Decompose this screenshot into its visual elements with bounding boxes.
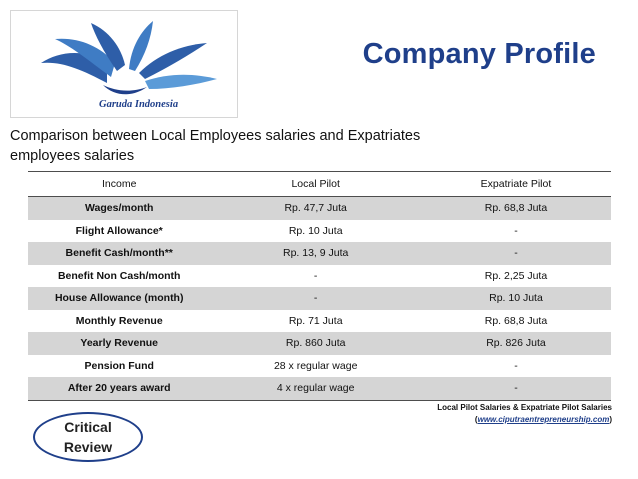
local-value: Rp. 71 Juta — [210, 310, 421, 333]
row-label: Pension Fund — [28, 355, 210, 378]
source-link-line — [437, 414, 612, 426]
header-expatriate-pilot: Expatriate Pilot — [421, 172, 611, 197]
local-value: Rp. 860 Juta — [210, 332, 421, 355]
expat-value: Rp. 68,8 Juta — [421, 197, 611, 220]
row-label: Flight Allowance* — [28, 220, 210, 243]
expat-value: Rp. 826 Juta — [421, 332, 611, 355]
table-row — [28, 310, 611, 333]
table-row — [28, 265, 611, 288]
review-line2: Review — [63, 439, 113, 455]
table-row — [28, 287, 611, 310]
critical-review-badge — [33, 412, 143, 462]
table-row — [28, 332, 611, 355]
source-link[interactable]: www.ciputraentrepreneurship.com — [477, 415, 610, 424]
expat-value: Rp. 68,8 Juta — [421, 310, 611, 333]
local-value: - — [210, 265, 421, 288]
logo-text: Garuda Indonesia — [99, 99, 179, 110]
row-label: Yearly Revenue — [28, 332, 210, 355]
table-row — [28, 355, 611, 378]
garuda-logo — [10, 10, 238, 118]
row-label: Monthly Revenue — [28, 310, 210, 333]
table-row — [28, 197, 611, 220]
row-label: Benefit Non Cash/month — [28, 265, 210, 288]
local-value: Rp. 13, 9 Juta — [210, 242, 421, 265]
local-value: - — [210, 287, 421, 310]
page-title: Company Profile — [362, 38, 596, 70]
source-title: Local Pilot Salaries & Expatriate Pilot Salaries — [437, 403, 612, 412]
row-label: After 20 years award — [28, 377, 210, 400]
salary-comparison-table — [28, 171, 611, 401]
source-paren-open: ( — [474, 415, 478, 424]
expat-value: Rp. 2,25 Juta — [421, 265, 611, 288]
expat-value: Rp. 10 Juta — [421, 287, 611, 310]
source-paren-close: ) — [609, 415, 612, 424]
header-income: Income — [28, 172, 210, 197]
expat-value: - — [421, 220, 611, 243]
local-value: Rp. 10 Juta — [210, 220, 421, 243]
local-value: 28 x regular wage — [210, 355, 421, 378]
table-row — [28, 377, 611, 400]
row-label: House Allowance (month) — [28, 287, 210, 310]
row-label: Wages/month — [28, 197, 210, 220]
local-value: Rp. 47,7 Juta — [210, 197, 421, 220]
expat-value: - — [421, 242, 611, 265]
expat-value: - — [421, 355, 611, 378]
table-row — [28, 220, 611, 243]
source-note — [437, 402, 612, 426]
header-local-pilot: Local Pilot — [210, 172, 421, 197]
table-row — [28, 242, 611, 265]
local-value: 4 x regular wage — [210, 377, 421, 400]
row-label: Benefit Cash/month** — [28, 242, 210, 265]
review-line1: Critical — [64, 419, 112, 435]
expat-value: - — [421, 377, 611, 400]
slide-subtitle: Comparison between Local Employees salaries and Expatriates employees salaries — [10, 128, 421, 164]
table-header-row — [28, 172, 611, 197]
